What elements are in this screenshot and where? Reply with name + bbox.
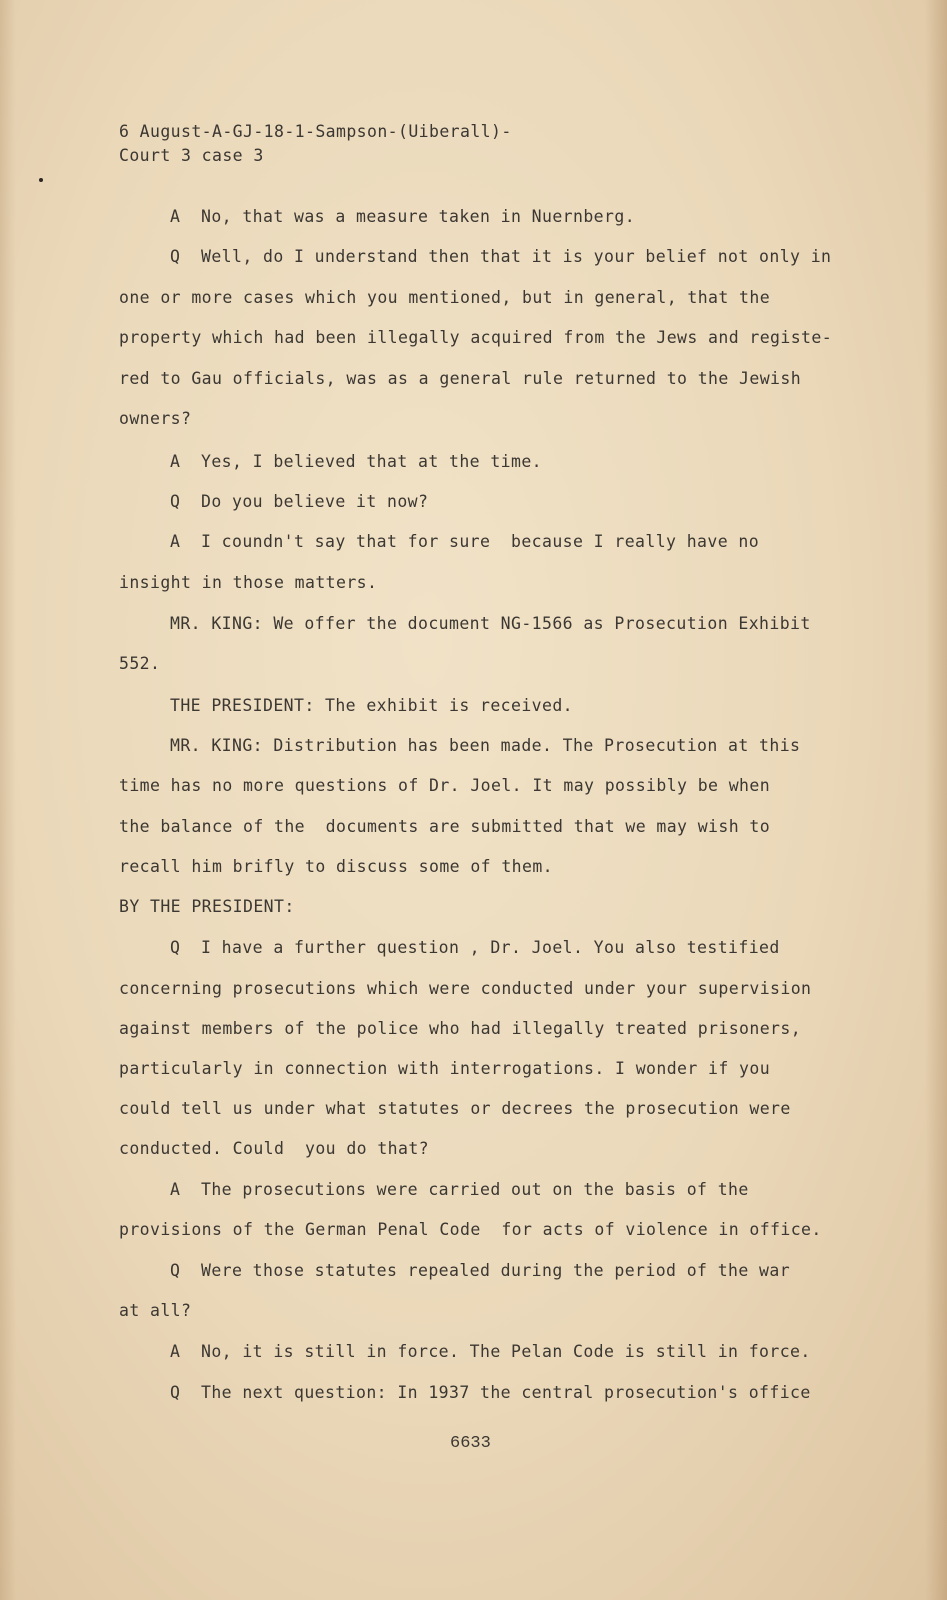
transcript-line: against members of the police who had illegally treated prisoners, <box>119 1019 802 1038</box>
transcript-line: concerning prosecutions which were conducted under your supervision <box>119 979 812 998</box>
transcript-line: red to Gau officials, was as a general rule returned to the Jewish <box>119 369 802 388</box>
transcript-line: THE PRESIDENT: The exhibit is received. <box>170 696 574 715</box>
transcript-line: A Yes, I believed that at the time. <box>170 452 543 471</box>
transcript-line: provisions of the German Penal Code for acts of violence in office. <box>119 1220 822 1239</box>
transcript-line: owners? <box>119 409 192 428</box>
transcript-line: A No, it is still in force. The Pelan Code is still in force. <box>170 1342 811 1361</box>
page-number: 6633 <box>450 1434 491 1453</box>
transcript-line: Q Do you believe it now? <box>170 492 429 511</box>
transcript-line: BY THE PRESIDENT: <box>119 897 295 916</box>
transcript-line: Q I have a further question , Dr. Joel. You also testified <box>170 938 780 957</box>
transcript-line: one or more cases which you mentioned, but in general, that the <box>119 288 771 307</box>
transcript-line: time has no more questions of Dr. Joel. It may possibly be when <box>119 776 771 795</box>
transcript-line: A I coundn't say that for sure because I really have no <box>170 532 760 551</box>
transcript-line: insight in those matters. <box>119 573 378 592</box>
transcript-line: at all? <box>119 1301 192 1320</box>
transcript-line: A No, that was a measure taken in Nuernberg. <box>170 207 636 226</box>
page-edge-shadow-right <box>925 0 947 1600</box>
transcript-line: A The prosecutions were carried out on the basis of the <box>170 1180 749 1199</box>
transcript-line: 552. <box>119 654 161 673</box>
transcript-line: could tell us under what statutes or decrees the prosecution were <box>119 1099 791 1118</box>
transcript-line: Q The next question: In 1937 the central prosecution's office <box>170 1383 811 1402</box>
header-line-1: 6 August-A-GJ-18-1-Sampson-(Uiberall)- <box>119 122 512 141</box>
transcript-line: MR. KING: We offer the document NG-1566 as Prosecution Exhibit <box>170 614 811 633</box>
transcript-line: conducted. Could you do that? <box>119 1139 430 1158</box>
header-line-2: Court 3 case 3 <box>119 146 264 165</box>
transcript-line: property which had been illegally acquired from the Jews and registe- <box>119 328 833 347</box>
transcript-line: Q Were those statutes repealed during the period of the war <box>170 1261 791 1280</box>
transcript-line: particularly in connection with interrogations. I wonder if you <box>119 1059 771 1078</box>
ink-speck <box>39 178 43 182</box>
transcript-line: MR. KING: Distribution has been made. The Prosecution at this <box>170 736 801 755</box>
transcript-line: the balance of the documents are submitted that we may wish to <box>119 817 771 836</box>
transcript-line: recall him brifly to discuss some of them. <box>119 857 554 876</box>
transcript-line: Q Well, do I understand then that it is your belief not only in <box>170 247 832 266</box>
page-edge-shadow-left <box>0 0 16 1600</box>
